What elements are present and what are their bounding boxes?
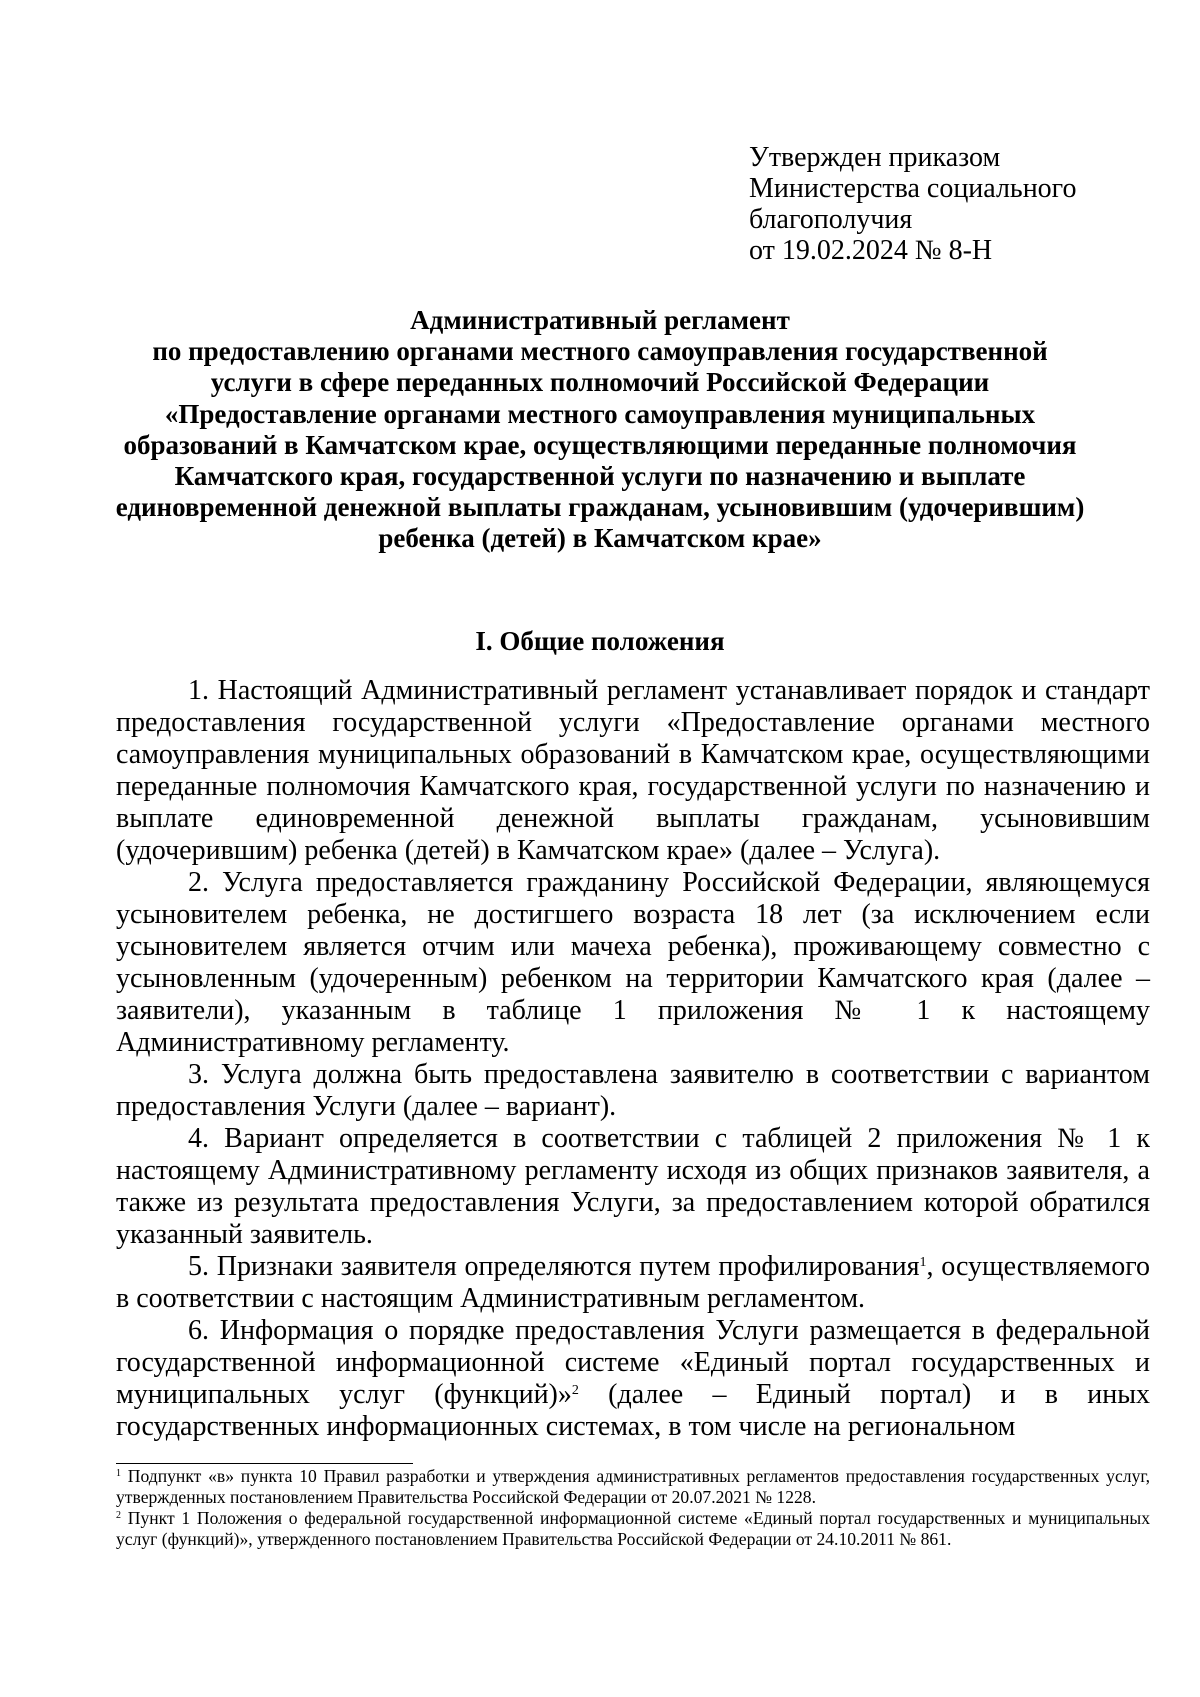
- footnote-text: Пункт 1 Положения о федеральной государственной информационной системе «Единый портал государственных и муниципальных услуг (функций)», утвержденного постановлением Правительства Российской Федерации от 24.10.2011 № 861.: [116, 1508, 1150, 1549]
- paragraph-4: [116, 1123, 1150, 1251]
- approval-line: благополучия: [749, 204, 913, 235]
- paragraph-text: 5. Признаки заявителя определяются путем профилирования: [188, 1251, 920, 1282]
- paragraph-5: [116, 1251, 1150, 1315]
- footnote-mark: 1: [116, 1468, 121, 1479]
- footnote-mark: 2: [116, 1510, 121, 1521]
- paragraph-2: [116, 867, 1150, 1059]
- paragraph-3: [116, 1059, 1150, 1123]
- paragraph-text: 2. Услуга предоставляется гражданину Российской Федерации, являющемуся усыновителем ребенка, не достигшего возраста 18 лет (за исключением если усыновителем является отчим или мачеха ребенка), проживающему совместно с усыновленным (удочеренным) ребенком на территории Камчатского края (далее – заявители), указанным в таблице 1 приложения № 1 к настоящему Административному регламенту.: [116, 867, 1150, 1058]
- paragraph-text: 1. Настоящий Административный регламент устанавливает порядок и стандарт предоставления государственной услуги «Предоставление органами местного самоуправления муниципальных образований в Камчатском крае, осуществляющими переданные полномочия Камчатского края, государственной услуги по назначению и выплате единовременной денежной выплаты гражданам, усыновившим (удочерившим) ребенка (детей) в Камчатском крае» (далее – Услуга).: [116, 675, 1150, 866]
- title-line: «Предоставление органами местного самоуправления муниципальных: [164, 398, 1036, 429]
- footnote-2: [116, 1508, 1150, 1550]
- paragraph-6: [116, 1315, 1150, 1443]
- section-body: [116, 675, 1150, 1443]
- paragraph-text: 3. Услуга должна быть предоставлена заявителю в соответствии с вариантом предоставления Услуги (далее – вариант).: [116, 1059, 1150, 1122]
- footnote-text: Подпункт «в» пункта 10 Правил разработки и утверждения административных регламентов предоставления государственных услуг, утвержденных постановлением Правительства Российской Федерации от 20.07.2021 № 1228.: [116, 1466, 1150, 1507]
- title-line: Административный регламент: [410, 305, 790, 335]
- document-title: [60, 305, 1140, 555]
- footnote-ref[interactable]: 1: [919, 1255, 927, 1270]
- paragraph-text: 4. Вариант определяется в соответствии с таблицей 2 приложения № 1 к настоящему Административному регламенту исходя из общих признаков заявителя, а также из результата предоставления Услуги, за предоставлением которой обратился указанный заявитель.: [116, 1123, 1150, 1250]
- title-line: по предоставлению органами местного самоуправления государственной: [152, 336, 1048, 367]
- paragraph-text: 6. Информация о порядке предоставления Услуги размещается в федеральной государственной информационной системе «Единый портал государственных и муниципальных услуг (функций)»: [116, 1315, 1150, 1410]
- footnotes: [116, 1466, 1150, 1550]
- title-line: ребенка (детей) в Камчатском крае»: [378, 523, 822, 554]
- footnote-ref[interactable]: 2: [571, 1383, 579, 1398]
- paragraph-1: [116, 675, 1150, 867]
- approval-line: Утвержден приказом: [749, 142, 1001, 173]
- paragraph-text: (далее – Единый портал) и в иных государственных информационных системах, в том числе на региональном: [116, 1379, 1151, 1442]
- approval-stamp-block: [749, 142, 1076, 266]
- title-line: единовременной денежной выплаты гражданам, усыновившим (удочерившим): [115, 492, 1085, 523]
- section-heading: I. Общие положения: [475, 626, 725, 656]
- paragraph-text: , осуществляемого в соответствии с настоящим Административным регламентом.: [116, 1251, 1150, 1314]
- footnote-1: [116, 1466, 1150, 1508]
- approval-line: Министерства социального: [749, 173, 1077, 204]
- title-line: Камчатского края, государственной услуги по назначению и выплате: [174, 461, 1026, 492]
- title-line: услуги в сфере переданных полномочий Российской Федерации: [210, 367, 990, 398]
- title-line: образований в Камчатском крае, осуществляющими переданные полномочия: [123, 429, 1077, 460]
- approval-line: от 19.02.2024 № 8-Н: [749, 235, 993, 266]
- footnote-separator: [116, 1463, 413, 1464]
